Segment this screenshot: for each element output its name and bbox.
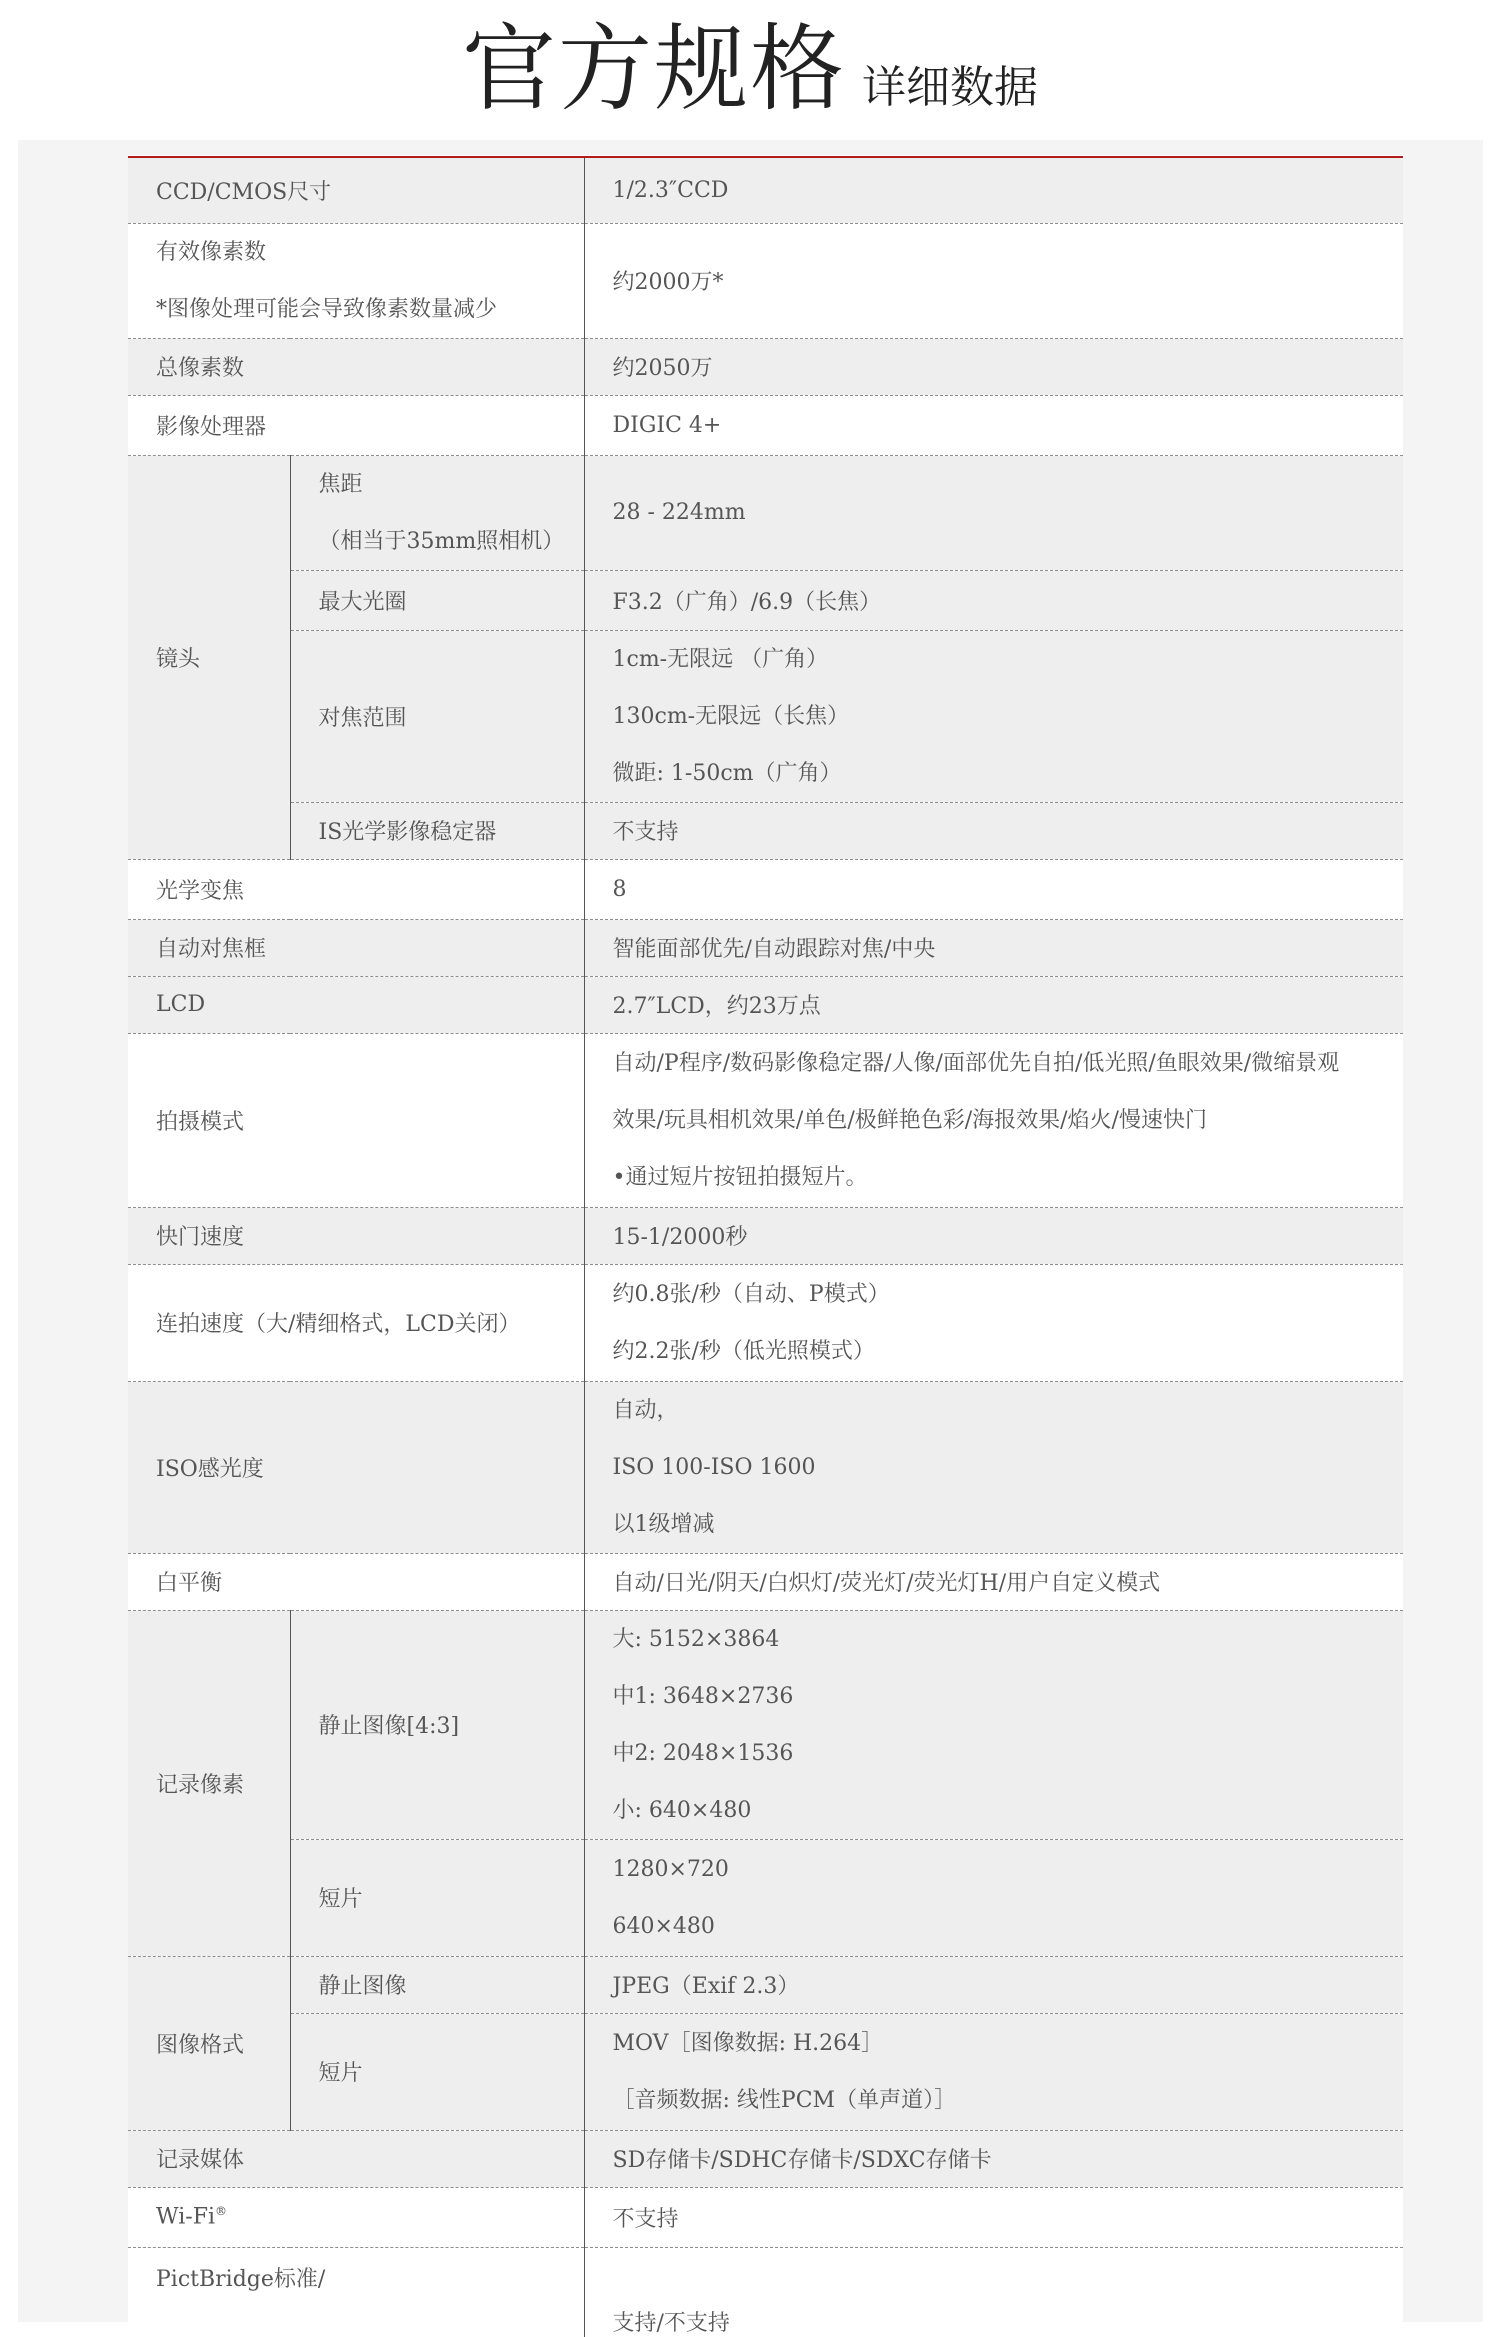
spec-row-recording-movie bbox=[128, 1839, 1403, 1956]
spec-row-recording-still bbox=[128, 1610, 1403, 1839]
spec-value-line: 640×480 bbox=[612, 1913, 715, 1939]
spec-row-shutter-speed bbox=[128, 1207, 1403, 1264]
spec-value: DIGIC 4+ bbox=[584, 395, 1403, 455]
spec-value-line: 以1级增减 bbox=[612, 1511, 715, 1537]
spec-sublabel-text: 焦距 bbox=[318, 471, 363, 497]
spec-value bbox=[584, 1264, 1403, 1381]
spec-value: 不支持 bbox=[584, 2187, 1403, 2247]
spec-label bbox=[128, 223, 584, 338]
spec-value: 15-1/2000秒 bbox=[584, 1207, 1403, 1264]
registered-mark: ® bbox=[215, 2204, 227, 2219]
spec-value: SD存储卡/SDHC存储卡/SDXC存储卡 bbox=[584, 2130, 1403, 2187]
spec-group-label-lens: 镜头 bbox=[128, 455, 290, 859]
spec-sublabel bbox=[290, 455, 584, 570]
spec-row-iso bbox=[128, 1381, 1403, 1553]
spec-row-wifi bbox=[128, 2187, 1403, 2247]
spec-table bbox=[128, 156, 1403, 2337]
spec-sublabel: 短片 bbox=[290, 2013, 584, 2130]
spec-label bbox=[128, 2187, 584, 2247]
spec-group-label-recording: 记录像素 bbox=[128, 1610, 290, 1956]
spec-sublabel: 对焦范围 bbox=[290, 630, 584, 802]
spec-row-effective-pixels bbox=[128, 223, 1403, 338]
spec-label-note: *图像处理可能会导致像素数量减少 bbox=[156, 296, 498, 322]
spec-value: 28 - 224mm bbox=[584, 455, 1403, 570]
spec-value bbox=[584, 1033, 1403, 1207]
spec-sublabel-note: （相当于35mm照相机） bbox=[318, 528, 565, 554]
spec-sublabel: 短片 bbox=[290, 1839, 584, 1956]
spec-value-line: 1280×720 bbox=[612, 1856, 729, 1882]
spec-label: ISO感光度 bbox=[128, 1381, 584, 1553]
spec-value-line: 中2: 2048×1536 bbox=[612, 1740, 794, 1766]
spec-value: 智能面部优先/自动跟踪对焦/中央 bbox=[584, 919, 1403, 976]
spec-row-lcd bbox=[128, 976, 1403, 1033]
spec-value-line: MOV［图像数据: H.264］ bbox=[612, 2030, 884, 2056]
spec-value: 1/2.3″CCD bbox=[584, 157, 1403, 223]
spec-sublabel: 静止图像[4:3] bbox=[290, 1610, 584, 1839]
spec-label: 自动对焦框 bbox=[128, 919, 584, 976]
spec-value-line: 1cm-无限远 （广角） bbox=[612, 646, 829, 672]
spec-value: 自动/日光/阴天/白炽灯/荧光灯/荧光灯H/用户自定义模式 bbox=[584, 1553, 1403, 1610]
spec-value-line: 微距: 1-50cm（广角） bbox=[612, 760, 842, 786]
spec-value-line: 自动， bbox=[612, 1397, 679, 1423]
spec-sublabel: 静止图像 bbox=[290, 1956, 584, 2013]
spec-row-shooting-modes bbox=[128, 1033, 1403, 1207]
spec-row-pictbridge bbox=[128, 2247, 1403, 2337]
spec-row-optical-zoom bbox=[128, 859, 1403, 919]
spec-label: CCD/CMOS尺寸 bbox=[128, 157, 584, 223]
spec-row-ccd bbox=[128, 157, 1403, 223]
spec-row-media bbox=[128, 2130, 1403, 2187]
spec-value bbox=[584, 1839, 1403, 1956]
spec-value: 2.7″LCD，约23万点 bbox=[584, 976, 1403, 1033]
spec-row-white-balance bbox=[128, 1553, 1403, 1610]
spec-label: 快门速度 bbox=[128, 1207, 584, 1264]
spec-value-line: •通过短片按钮拍摄短片。 bbox=[612, 1164, 868, 1190]
page-title: 官方规格 bbox=[461, 15, 846, 124]
spec-value bbox=[584, 630, 1403, 802]
spec-row-total-pixels bbox=[128, 338, 1403, 395]
spec-sublabel: IS光学影像稳定器 bbox=[290, 802, 584, 859]
spec-label: 白平衡 bbox=[128, 1553, 584, 1610]
spec-value-line: 约2.2张/秒（低光照模式） bbox=[612, 1338, 875, 1364]
spec-value-line: ［音频数据: 线性PCM（单声道）］ bbox=[612, 2087, 957, 2113]
spec-row-processor bbox=[128, 395, 1403, 455]
spec-row-af-frame bbox=[128, 919, 1403, 976]
spec-label: 记录媒体 bbox=[128, 2130, 584, 2187]
spec-value-line: 130cm-无限远（长焦） bbox=[612, 703, 850, 729]
spec-value: F3.2（广角）/6.9（长焦） bbox=[584, 570, 1403, 630]
spec-value-line: 效果/玩具相机效果/单色/极鲜艳色彩/海报效果/焰火/慢速快门 bbox=[612, 1107, 1207, 1133]
spec-value: JPEG（Exif 2.3） bbox=[584, 1956, 1403, 2013]
spec-value-line: 中1: 3648×2736 bbox=[612, 1683, 794, 1709]
spec-value: 约2000万* bbox=[584, 223, 1403, 338]
spec-row-format-still bbox=[128, 1956, 1403, 2013]
spec-label: 总像素数 bbox=[128, 338, 584, 395]
spec-row-image-stabilizer bbox=[128, 802, 1403, 859]
spec-value-line: 大: 5152×3864 bbox=[612, 1626, 780, 1652]
spec-value: 8 bbox=[584, 859, 1403, 919]
spec-value-line: 约0.8张/秒（自动、P模式） bbox=[612, 1281, 890, 1307]
spec-label-text: 有效像素数 bbox=[156, 239, 267, 265]
spec-label: 光学变焦 bbox=[128, 859, 584, 919]
spec-group-label-format: 图像格式 bbox=[128, 1956, 290, 2130]
spec-row-focal-length bbox=[128, 455, 1403, 570]
spec-row-aperture bbox=[128, 570, 1403, 630]
page-subtitle: 详细数据 bbox=[862, 62, 1038, 113]
page-header bbox=[0, 0, 1500, 140]
spec-row-focus-range bbox=[128, 630, 1403, 802]
spec-label: 拍摄模式 bbox=[128, 1033, 584, 1207]
spec-sublabel: 最大光圈 bbox=[290, 570, 584, 630]
spec-value-line: ISO 100-ISO 1600 bbox=[612, 1454, 816, 1480]
spec-value: 约2050万 bbox=[584, 338, 1403, 395]
spec-value: 不支持 bbox=[584, 802, 1403, 859]
spec-label: 连拍速度（大/精细格式，LCD关闭） bbox=[128, 1264, 584, 1381]
spec-value bbox=[584, 2013, 1403, 2130]
spec-row-format-movie bbox=[128, 2013, 1403, 2130]
spec-row-burst-speed bbox=[128, 1264, 1403, 1381]
spec-value-line: 小: 640×480 bbox=[612, 1797, 752, 1823]
spec-label: 影像处理器 bbox=[128, 395, 584, 455]
spec-label: LCD bbox=[128, 976, 584, 1033]
spec-value-line: 自动/P程序/数码影像稳定器/人像/面部优先自拍/低光照/鱼眼效果/微缩景观 bbox=[612, 1050, 1340, 1076]
spec-value: 支持/不支持 bbox=[584, 2247, 1403, 2337]
spec-value bbox=[584, 1610, 1403, 1839]
spec-value bbox=[584, 1381, 1403, 1553]
spec-label-text: Wi-Fi bbox=[156, 2204, 215, 2230]
spec-label: PictBridge标准/ bbox=[128, 2247, 584, 2337]
